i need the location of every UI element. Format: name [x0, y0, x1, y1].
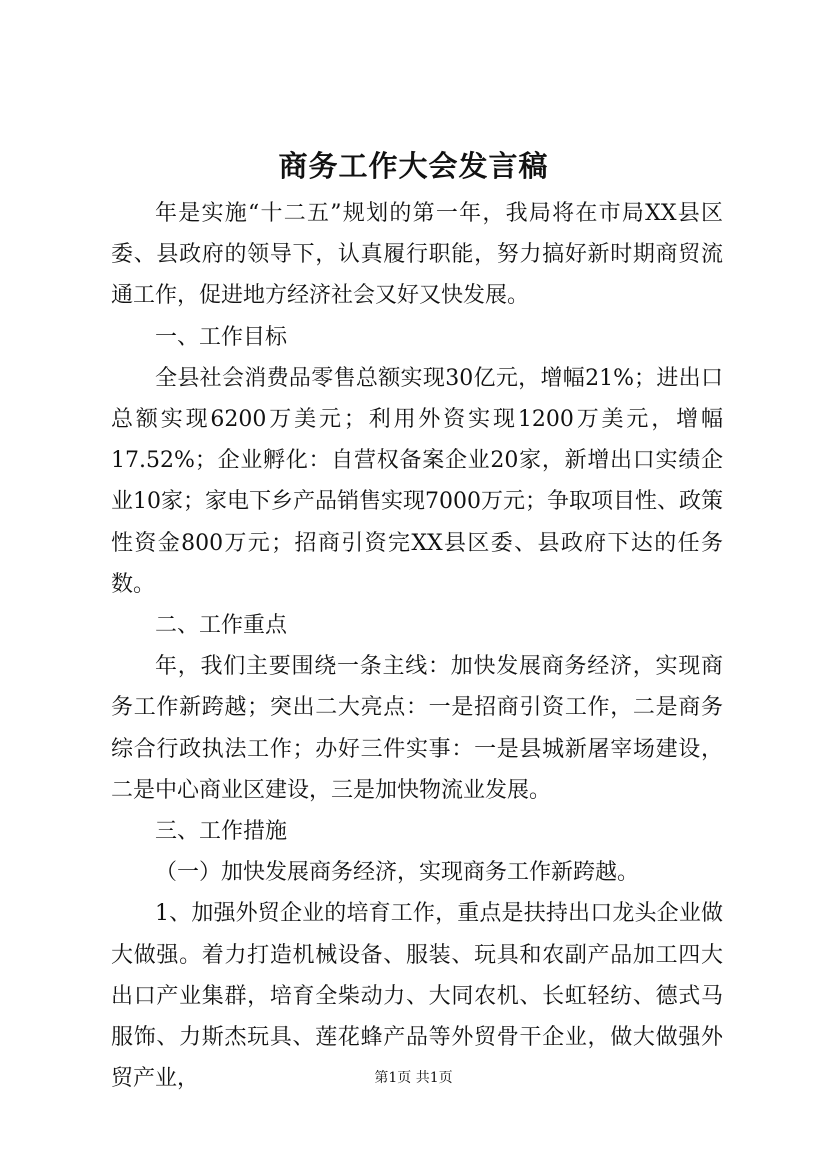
- section-heading-goals: 一、工作目标: [155, 324, 288, 350]
- page-footer: 第1页 共1页: [374, 1070, 453, 1086]
- paragraph-focus: 年，我们主要围绕一条主线：加快发展商务经济，实现商务工作新跨越；突出二大亮点：一是招商引资工作，二是商务综合行政执法工作；办好三件实事：一是县城新屠宰场建设，二是中心商业区建设，三是加快物流业发展。: [111, 654, 723, 803]
- section-heading-measures: 三、工作措施: [155, 819, 288, 845]
- paragraph-measure-1: 1、加强外贸企业的培育工作，重点是扶持出口龙头企业做大做强。着力打造机械设备、服装、玩具和农副产品加工四大出口产业集群，培育全柴动力、大同农机、长虹轻纺、德式马服饰、力斯杰玩具、莲花蜂产品等外贸骨干企业，做大做强外贸产业，: [111, 901, 723, 1092]
- paragraph-goals: 全县社会消费品零售总额实现30亿元，增幅21%；进出口总额实现6200万美元；利用外资实现1200万美元，增幅17.52%；企业孵化：自营权备案企业20家，新增出口实绩企业10家；家电下乡产品销售实现7000万元；争取项目性、政策性资金800万元；招商引资完XX县区委、县政府下达的任务数。: [111, 365, 723, 597]
- paragraph-intro: 年是实施“十二五”规划的第一年，我局将在市局XX县区委、县政府的领导下，认真履行职能，努力搞好新时期商贸流通工作，促进地方经济社会又好又快发展。: [111, 201, 723, 309]
- section-heading-focus: 二、工作重点: [155, 613, 288, 639]
- document-body: [111, 193, 723, 1099]
- subsection-heading-1: （一）加快发展商务经济，实现商务工作新跨越。: [155, 860, 640, 886]
- document-title: 商务工作大会发言稿: [278, 149, 549, 183]
